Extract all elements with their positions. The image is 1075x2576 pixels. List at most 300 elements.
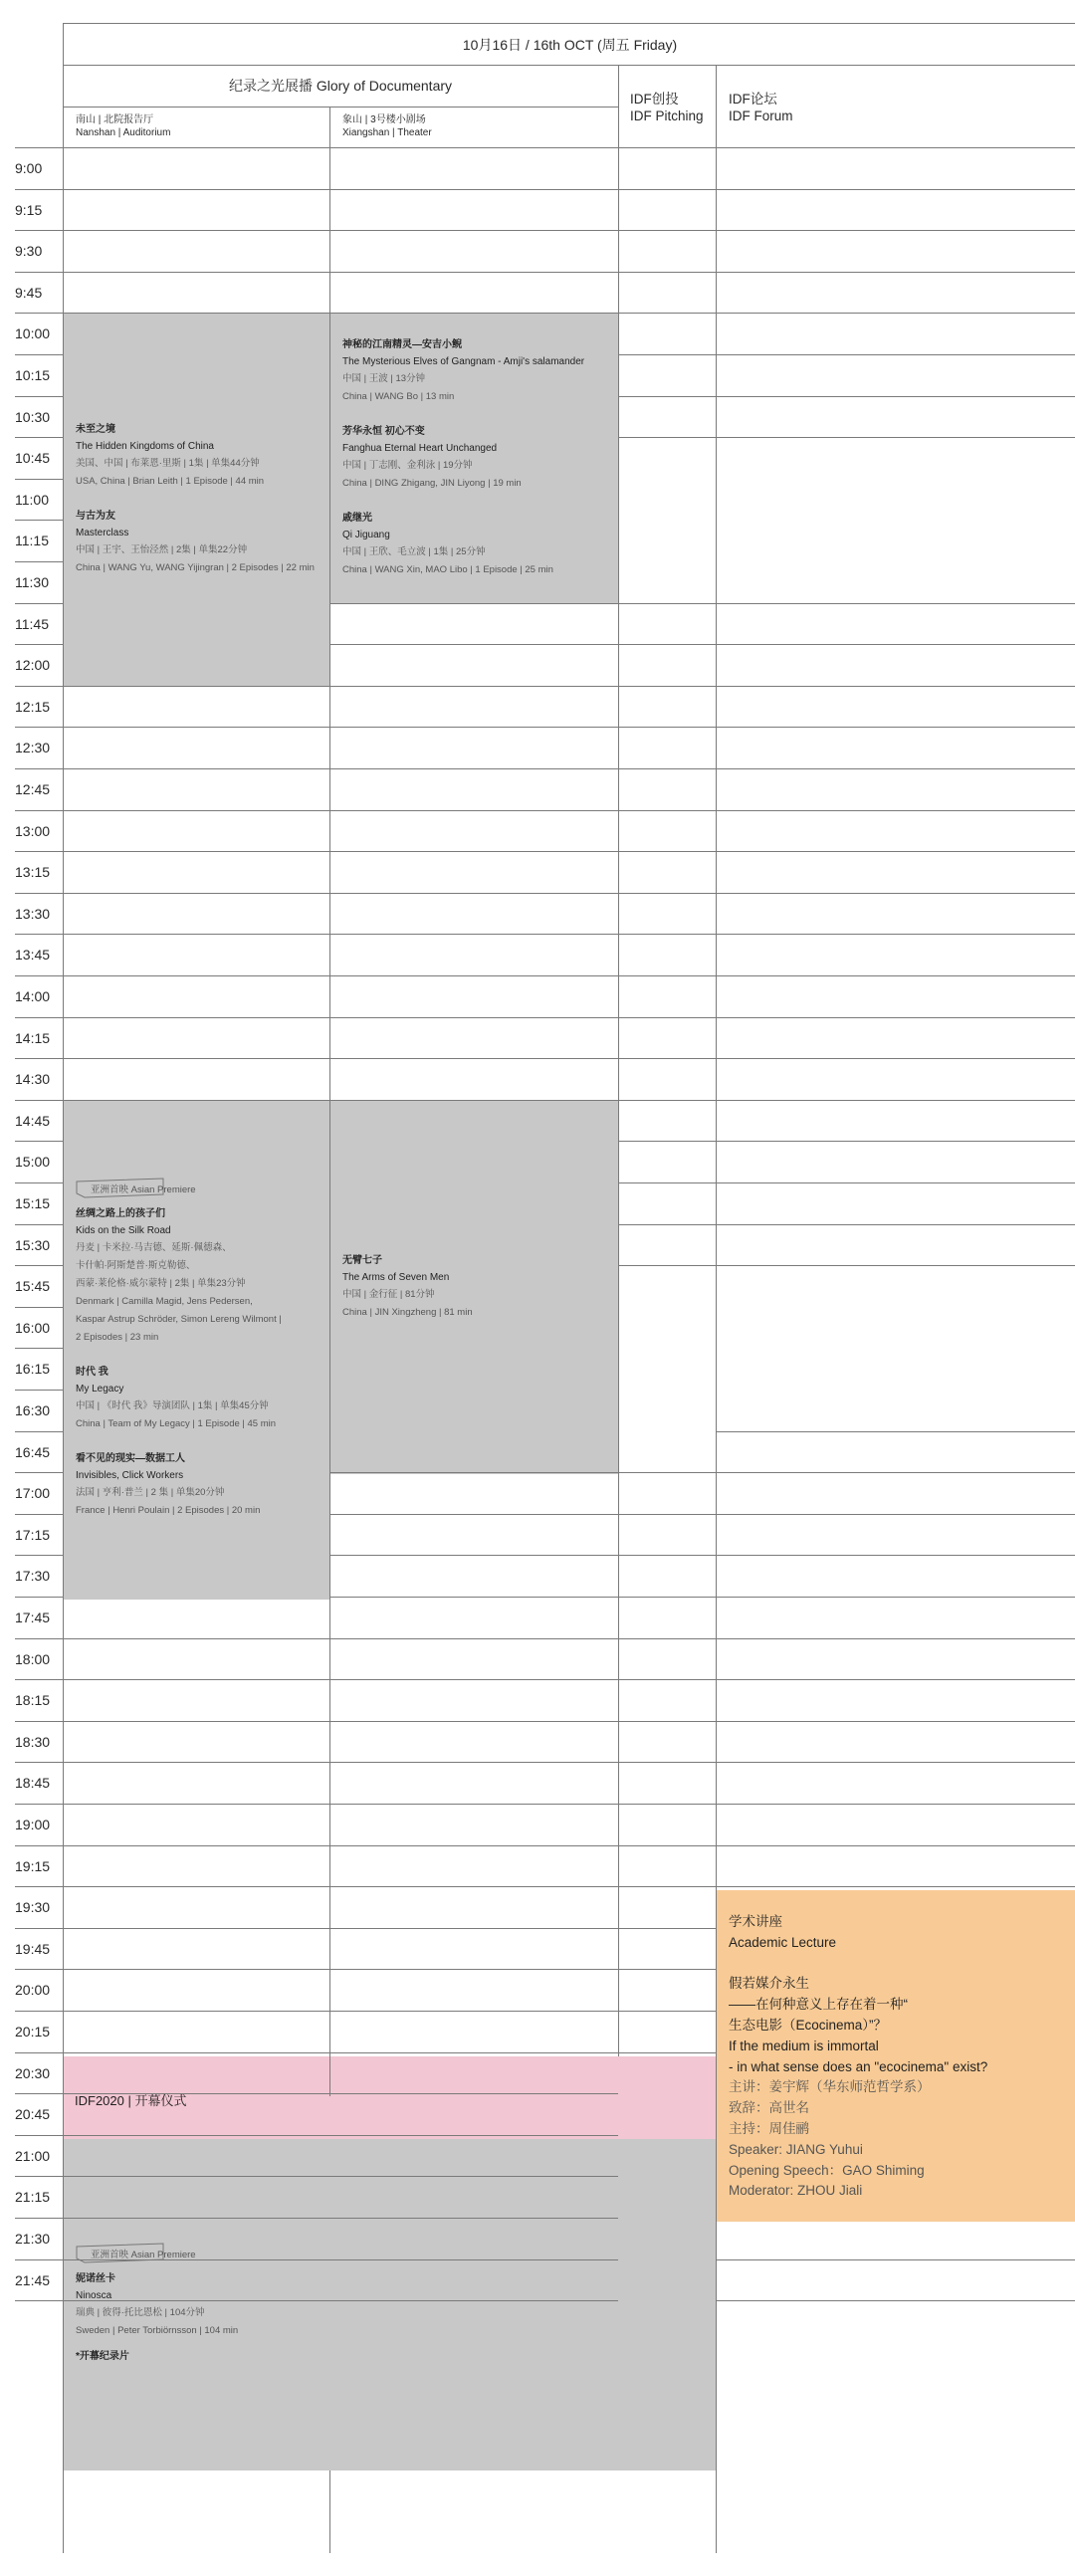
grid-row-line <box>15 2176 63 2177</box>
grid-row-line <box>63 893 329 894</box>
event-info-cn: 美国、中国 | 布莱恩·里斯 | 1集 | 单集44分钟 <box>76 458 260 469</box>
time-label: 20:30 <box>15 2064 51 2081</box>
grid-row-line <box>63 313 329 314</box>
grid-row-line <box>63 272 329 273</box>
grid-row-line <box>15 2218 63 2219</box>
event-info: 2 Episodes | 23 min <box>76 1332 159 1343</box>
event-info-en: China | WANG Xin, MAO Libo | 1 Episode | 25 min <box>342 564 553 575</box>
grid-row-line <box>329 1721 618 1722</box>
grid-row-line <box>63 851 329 852</box>
event-info-en: Sweden | Peter Torbiörnsson | 104 min <box>76 2325 239 2336</box>
time-label: 11:15 <box>15 533 49 549</box>
grid-row-line <box>329 727 618 728</box>
grid-row-line <box>618 2052 716 2053</box>
grid-row-line <box>618 1514 716 1515</box>
time-label: 15:45 <box>15 1278 51 1295</box>
grid-row-line <box>716 1886 1075 1887</box>
event-info-en: China | WANG Yu, WANG Yijingran | 2 Episodes | 22 min <box>76 562 315 573</box>
grid-row-line <box>15 313 63 314</box>
xiangshan-afternoon-event <box>342 1252 473 1322</box>
event-title-cn: 看不见的现实—数据工人 <box>76 1453 185 1464</box>
grid-row-line <box>63 1721 329 1722</box>
event-info-en: China | DING Zhigang, JIN Liyong | 19 min <box>342 478 522 489</box>
event-title-cn: 妮诺丝卡 <box>76 2273 115 2284</box>
grid-row-line <box>63 2135 329 2136</box>
grid-row-line <box>329 2052 618 2053</box>
grid-row-line <box>15 2135 63 2136</box>
evening-screening-event <box>76 2243 238 2365</box>
grid-row-line <box>15 1017 63 1018</box>
grid-row-line <box>15 479 63 480</box>
grid-vertical-nanshan-2 <box>329 2470 330 2553</box>
grid-row-line <box>716 1638 1075 1639</box>
grid-row-line <box>15 1721 63 1722</box>
grid-row-line <box>716 1265 1075 1266</box>
grid-row-line <box>618 893 716 894</box>
xiangshan-morning-events <box>342 336 584 579</box>
grid-row-line <box>15 1762 63 1763</box>
time-label: 12:15 <box>15 698 51 715</box>
grid-row-line <box>618 1679 716 1680</box>
nanshan-header: 南山 | 北院报告厅 Nanshan | Auditorium <box>76 114 171 138</box>
grid-row-line <box>15 1928 63 1929</box>
grid-row-line <box>618 230 716 231</box>
grid-row-line <box>15 2011 63 2012</box>
event-info: China | Team of My Legacy | 1 Episode | 45 min <box>76 1418 277 1429</box>
grid-row-line <box>716 1058 1075 1059</box>
grid-row-line <box>618 603 716 604</box>
event-info-en: China | WANG Bo | 13 min <box>342 391 455 402</box>
grid-row-line <box>15 727 63 728</box>
grid-row-line <box>716 1182 1075 1183</box>
lecture-line: - in what sense does an "ecocinema" exist? <box>729 2058 988 2074</box>
lecture-line <box>729 1954 987 1975</box>
grid-row-line <box>329 975 618 976</box>
grid-row-line <box>618 1141 716 1142</box>
grid-row-line <box>15 437 63 438</box>
time-label: 10:00 <box>15 325 51 342</box>
grid-row-line <box>716 686 1075 687</box>
time-label: 19:00 <box>15 1817 51 1832</box>
grid-row-line <box>63 1928 329 1929</box>
grid-row-line <box>329 1100 618 1101</box>
event-info: Denmark | Camilla Magid, Jens Pedersen, <box>76 1296 253 1307</box>
grid-row-line <box>618 189 716 190</box>
grid-row-line <box>63 1058 329 1059</box>
grid-row-line <box>63 1845 329 1846</box>
grid-row-line <box>15 396 63 397</box>
grid-row-line <box>618 1472 716 1473</box>
grid-row-line <box>15 1679 63 1680</box>
grid-row-line <box>716 1721 1075 1722</box>
time-label: 17:00 <box>15 1485 51 1502</box>
event-info-cn: 中国 | 丁志刚、金利泳 | 19分钟 <box>342 460 473 471</box>
academic-lecture <box>729 1912 987 2202</box>
grid-row-line <box>15 810 63 811</box>
grid-row-line <box>15 1141 63 1142</box>
grid-row-line <box>15 2093 63 2094</box>
time-label: 9:00 <box>15 160 43 176</box>
grid-row-line <box>15 1472 63 1473</box>
grid-row-line <box>329 1472 618 1473</box>
event-title-cn: 时代 我 <box>76 1367 108 1378</box>
date-header: 10月16日 / 16th OCT (周五 Friday) <box>462 37 678 53</box>
grid-row-line <box>716 354 1075 355</box>
lecture-line: Moderator: ZHOU Jiali <box>729 2183 863 2199</box>
time-label: 18:15 <box>15 1692 51 1709</box>
asian-premiere-badge: 亚洲首映 Asian Premiere <box>76 1178 165 1199</box>
grid-row-line <box>329 1679 618 1680</box>
grid-row-line <box>618 727 716 728</box>
grid-row-line <box>15 1638 63 1639</box>
event-info: 法国 | 亨利·普兰 | 2 集 | 单集20分钟 <box>76 1487 225 1498</box>
forum-header: IDF论坛 IDF Forum <box>729 92 793 123</box>
grid-row-line <box>15 934 63 935</box>
lecture-line: Opening Speech：GAO Shiming <box>729 2162 925 2178</box>
grid-row-line <box>716 2259 1075 2260</box>
grid-row-line <box>618 1017 716 1018</box>
grid-row-line <box>63 934 329 935</box>
grid-row-line <box>329 2093 618 2094</box>
grid-row-line <box>618 1845 716 1846</box>
grid-row-line <box>618 686 716 687</box>
grid-row-line <box>15 1431 63 1432</box>
header-top-line <box>63 23 1075 24</box>
grid-row-line <box>618 975 716 976</box>
event-info-cn: 中国 | 王波 | 13分钟 <box>342 373 426 384</box>
grid-row-line <box>618 1969 716 1970</box>
grid-row-line <box>15 1182 63 1183</box>
time-label: 21:30 <box>15 2231 51 2247</box>
grid-row-line <box>63 2218 329 2219</box>
event-title-en: Invisibles, Click Workers <box>76 1470 184 1481</box>
lecture-line: If the medium is immortal <box>729 2038 879 2053</box>
grid-row-line <box>716 1762 1075 1763</box>
grid-row-line <box>618 1804 716 1805</box>
grid-row-line <box>15 2300 63 2301</box>
event-title-en: The Arms of Seven Men <box>342 1272 450 1283</box>
grid-row-line <box>63 189 329 190</box>
grid-row-line <box>716 1100 1075 1101</box>
time-label: 15:15 <box>15 1195 51 1211</box>
event-title-en: Qi Jiguang <box>342 530 390 540</box>
grid-row-line <box>329 893 618 894</box>
time-label: 10:30 <box>15 408 51 425</box>
asian-premiere-badge: 亚洲首映 Asian Premiere <box>76 2243 165 2264</box>
time-label: 16:45 <box>15 1443 51 1460</box>
grid-row-line <box>15 354 63 355</box>
time-label: 11:45 <box>15 615 49 632</box>
event-title-en: Masterclass <box>76 528 129 538</box>
grid-row-line <box>15 189 63 190</box>
grid-row-line <box>716 396 1075 397</box>
time-label: 17:30 <box>15 1568 51 1585</box>
event-title-cn: 丝绸之路上的孩子们 <box>76 1208 165 1219</box>
lecture-line: 假若媒介永生 <box>729 1976 809 1992</box>
time-label: 18:30 <box>15 1733 51 1750</box>
grid-row-line <box>329 1886 618 1887</box>
time-label: 9:45 <box>15 284 43 301</box>
grid-row-line <box>329 1928 618 1929</box>
grid-row-line <box>63 1638 329 1639</box>
grid-row-line <box>716 644 1075 645</box>
time-label: 13:15 <box>15 864 51 881</box>
time-label: 16:15 <box>15 1361 51 1378</box>
event-info-en: USA, China | Brian Leith | 1 Episode | 44 min <box>76 476 265 487</box>
time-label: 11:00 <box>15 491 49 508</box>
grid-row-line <box>15 2259 63 2260</box>
event-note: *开幕纪录片 <box>76 2351 129 2362</box>
grid-row-line <box>618 1886 716 1887</box>
grid-row-line <box>15 1886 63 1887</box>
event-title-en: The Hidden Kingdoms of China <box>76 441 214 452</box>
grid-row-line <box>716 975 1075 976</box>
lecture-line: 致辞：高世名 <box>729 2100 809 2116</box>
grid-row-line <box>15 1348 63 1349</box>
grid-row-line <box>63 727 329 728</box>
event-title-cn: 与古为友 <box>76 511 115 522</box>
grid-row-line <box>329 686 618 687</box>
grid-row-line <box>716 603 1075 604</box>
time-label: 13:00 <box>15 822 51 839</box>
time-label: 11:30 <box>15 574 49 590</box>
grid-row-line <box>618 1265 716 1266</box>
grid-row-line <box>618 2011 716 2012</box>
grid-row-line <box>15 1845 63 1846</box>
grid-vertical-left <box>63 23 64 2553</box>
time-label: 21:00 <box>15 2147 51 2164</box>
grid-row-line <box>15 893 63 894</box>
time-label: 15:30 <box>15 1236 51 1253</box>
grid-row-line <box>15 1514 63 1515</box>
event-title-en: The Mysterious Elves of Gangnam - Amji's salamander <box>342 356 585 367</box>
grid-row-line <box>63 1100 329 1101</box>
grid-row-line <box>716 893 1075 894</box>
grid-row-line <box>15 1390 63 1391</box>
grid-row-line <box>618 1721 716 1722</box>
grid-row-line <box>329 2011 618 2012</box>
grid-row-line <box>329 1762 618 1763</box>
grid-row-line <box>15 851 63 852</box>
grid-row-line <box>63 1886 329 1887</box>
time-label: 21:15 <box>15 2189 51 2206</box>
time-label: 19:45 <box>15 1940 51 1957</box>
event-title-en: Ninosca <box>76 2290 112 2301</box>
time-label: 14:00 <box>15 988 51 1004</box>
event-title-cn: 神秘的江南精灵—安吉小鲵 <box>342 339 462 350</box>
grid-row-line <box>15 644 63 645</box>
time-label: 17:15 <box>15 1526 51 1543</box>
time-label: 9:30 <box>15 243 43 260</box>
lecture-line: Speaker: JIANG Yuhui <box>729 2141 863 2157</box>
opening-ceremony-label: IDF2020 | 开幕仪式 <box>75 2093 187 2108</box>
time-label: 17:45 <box>15 1610 51 1625</box>
grid-row-line <box>329 2176 618 2177</box>
grid-row-line <box>618 354 716 355</box>
grid-row-line <box>716 189 1075 190</box>
grid-row-line <box>329 768 618 769</box>
grid-row-line <box>329 934 618 935</box>
grid-row-line <box>15 603 63 604</box>
grid-row-line <box>63 975 329 976</box>
time-label: 20:15 <box>15 2024 51 2039</box>
time-label: 14:15 <box>15 1029 51 1046</box>
grid-row-line <box>15 975 63 976</box>
time-label: 20:45 <box>15 2106 51 2123</box>
grid-row-line <box>716 1845 1075 1846</box>
time-label: 18:00 <box>15 1650 51 1667</box>
grid-row-line <box>329 230 618 231</box>
grid-row-line <box>15 520 63 521</box>
grid-row-line <box>618 768 716 769</box>
event-title-en: Kids on the Silk Road <box>76 1225 171 1236</box>
header-line-3 <box>15 147 1075 148</box>
event-info: 西蒙·莱伦格·威尔蒙特 | 2集 | 单集23分钟 <box>76 1278 246 1289</box>
event-info: 丹麦 | 卡米拉·马吉德、延斯·佩德森、 <box>76 1242 232 1253</box>
time-label: 16:30 <box>15 1402 51 1418</box>
event-info-cn: 中国 | 王宇、王怡泾然 | 2集 | 单集22分钟 <box>76 544 248 555</box>
grid-row-line <box>618 810 716 811</box>
time-label: 19:15 <box>15 1857 51 1874</box>
grid-row-line <box>716 1679 1075 1680</box>
grid-row-line <box>716 313 1075 314</box>
grid-row-line <box>716 1555 1075 1556</box>
event-title-cn: 戚继光 <box>342 513 372 524</box>
event-info-cn: 瑞典 | 彼得·托比恩松 | 104分钟 <box>76 2307 205 2318</box>
grid-row-line <box>15 1969 63 1970</box>
grid-row-line <box>15 230 63 231</box>
grid-row-line <box>15 1100 63 1101</box>
grid-row-line <box>716 1597 1075 1598</box>
event-title-en: Fanghua Eternal Heart Unchanged <box>342 443 498 454</box>
lecture-line: 学术讲座 <box>729 1914 782 1929</box>
time-label: 10:15 <box>15 367 51 383</box>
grid-row-line <box>618 272 716 273</box>
grid-row-line <box>618 1638 716 1639</box>
grid-row-line <box>329 1804 618 1805</box>
event-info-cn: 中国 | 王欣、毛立波 | 1集 | 25分钟 <box>342 546 486 557</box>
lecture-line: 生态电影（Ecocinema）”？ <box>729 2017 888 2033</box>
grid-row-line <box>329 1845 618 1846</box>
grid-row-line <box>63 810 329 811</box>
time-label: 9:15 <box>15 201 43 218</box>
grid-row-line <box>15 686 63 687</box>
time-label: 12:45 <box>15 781 51 797</box>
grid-row-line <box>716 851 1075 852</box>
grid-row-line <box>618 1928 716 1929</box>
grid-row-line <box>329 1597 618 1598</box>
grid-row-line <box>618 1555 716 1556</box>
grid-row-line <box>15 561 63 562</box>
grid-row-line <box>716 1514 1075 1515</box>
event-info: 卡什帕·阿斯楚普·斯克勒德、 <box>76 1260 196 1271</box>
grid-row-line <box>329 1017 618 1018</box>
time-label: 12:00 <box>15 657 51 674</box>
grid-row-line <box>63 1969 329 1970</box>
grid-row-line <box>63 768 329 769</box>
grid-row-line <box>618 1182 716 1183</box>
time-label: 14:45 <box>15 1112 51 1129</box>
grid-row-line <box>329 1555 618 1556</box>
lecture-line: Academic Lecture <box>729 1934 837 1950</box>
time-label: 12:30 <box>15 740 51 756</box>
event-title-cn: 芳华永恒 初心不变 <box>342 426 425 437</box>
event-info: Kaspar Astrup Schröder, Simon Lereng Wilmont | <box>76 1314 282 1325</box>
event-info: 中国 | 《时代 我》导演团队 | 1集 | 单集45分钟 <box>76 1400 269 1411</box>
grid-row-line <box>15 1058 63 1059</box>
grid-row-line <box>618 851 716 852</box>
grid-row-line <box>716 768 1075 769</box>
time-label: 21:45 <box>15 2271 51 2288</box>
grid-row-line <box>716 1804 1075 1805</box>
nanshan-afternoon-events <box>76 1178 282 1520</box>
grid-row-line <box>15 1555 63 1556</box>
grid-row-line <box>63 2011 329 2012</box>
grid-row-line <box>63 1017 329 1018</box>
grid-row-line <box>329 313 618 314</box>
grid-row-line <box>15 1597 63 1598</box>
time-label: 18:45 <box>15 1775 51 1792</box>
grid-row-line <box>329 2135 618 2136</box>
time-label: 16:00 <box>15 1319 51 1336</box>
event-title-cn: 未至之境 <box>76 424 115 435</box>
grid-row-line <box>716 1472 1075 1473</box>
grid-vertical-nanshan <box>329 107 330 2096</box>
event-info: France | Henri Poulain | 2 Episodes | 20 min <box>76 1505 261 1516</box>
grid-row-line <box>15 1307 63 1308</box>
documentary-header: 纪录之光展播 Glory of Documentary <box>228 78 453 94</box>
grid-row-line <box>618 1224 716 1225</box>
grid-row-line <box>618 1597 716 1598</box>
grid-row-line <box>329 2218 618 2219</box>
event-info-en: China | JIN Xingzheng | 81 min <box>342 1307 473 1318</box>
time-label: 19:30 <box>15 1899 51 1916</box>
grid-row-line <box>716 1224 1075 1225</box>
event-info-cn: 中国 | 金行征 | 81分钟 <box>342 1289 435 1300</box>
grid-row-line <box>716 272 1075 273</box>
time-label: 20:00 <box>15 1982 51 1999</box>
grid-row-line <box>63 1804 329 1805</box>
grid-row-line <box>716 727 1075 728</box>
grid-row-line <box>15 768 63 769</box>
grid-row-line <box>716 810 1075 811</box>
grid-row-line <box>618 313 716 314</box>
grid-row-line <box>329 1969 618 1970</box>
grid-row-line <box>15 272 63 273</box>
grid-row-line <box>716 1431 1075 1432</box>
event-title-en: My Legacy <box>76 1384 124 1395</box>
grid-vertical-pitching <box>716 65 717 2553</box>
grid-row-line <box>716 230 1075 231</box>
grid-row-line <box>63 686 329 687</box>
grid-row-line <box>329 603 618 604</box>
event-title-cn: 无臂七子 <box>342 1255 382 1266</box>
header-line-1 <box>63 65 1075 66</box>
grid-row-line <box>329 644 618 645</box>
grid-row-line <box>618 644 716 645</box>
grid-vertical-xiangshan <box>618 65 619 2056</box>
grid-row-line <box>15 1265 63 1266</box>
grid-row-line <box>63 1679 329 1680</box>
grid-row-line <box>63 1762 329 1763</box>
grid-row-line <box>329 1514 618 1515</box>
grid-row-line <box>618 1762 716 1763</box>
pitching-header: IDF创投 IDF Pitching <box>630 92 704 123</box>
grid-row-line <box>716 2300 1075 2301</box>
grid-row-line <box>716 1017 1075 1018</box>
grid-row-line <box>329 810 618 811</box>
grid-row-line <box>618 1100 716 1101</box>
